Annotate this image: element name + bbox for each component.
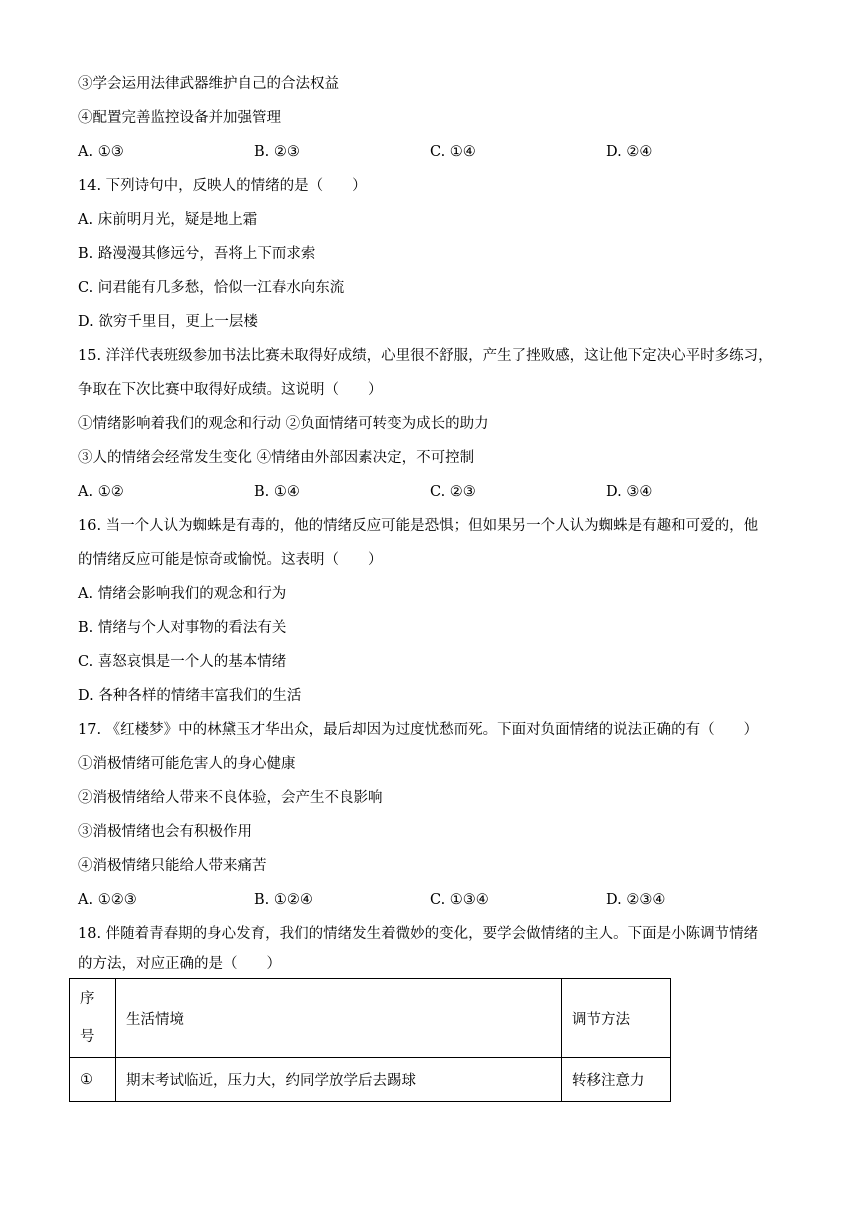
q13-option-b: B. ②③	[254, 144, 300, 160]
q15-option-b: B. ①④	[254, 484, 300, 500]
q15-option-d: D. ③④	[606, 484, 653, 500]
header-method: 调节方法	[562, 979, 671, 1058]
situation-table	[69, 978, 671, 1102]
header-index-line1: 序	[80, 991, 95, 1007]
row-method: 转移注意力	[562, 1058, 671, 1102]
q15-statements-1: ①情绪影响着我们的观念和行动 ②负面情绪可转变为成长的助力	[78, 416, 489, 432]
q16-option-d: D. 各种各样的情绪丰富我们的生活	[78, 688, 302, 704]
q17-options	[78, 890, 798, 910]
table-header-row	[70, 979, 671, 1058]
q13-options	[78, 142, 798, 162]
q15-option-a: A. ①②	[78, 484, 124, 500]
q14-option-a: A. 床前明月光，疑是地上霜	[78, 212, 258, 228]
q17-statement-2: ②消极情绪给人带来不良体验，会产生不良影响	[78, 790, 383, 806]
q17-statement-3: ③消极情绪也会有积极作用	[78, 824, 252, 840]
q18-question-line1: 18. 伴随着青春期的身心发育，我们的情绪发生着微妙的变化，要学会做情绪的主人。下面是小陈调节情绪	[78, 926, 759, 942]
row-index: ①	[70, 1058, 116, 1102]
q14-option-d: D. 欲穷千里目，更上一层楼	[78, 314, 258, 330]
q17-option-a: A. ①②③	[78, 892, 137, 908]
header-index-line2: 号	[80, 1029, 95, 1045]
q15-option-c: C. ②③	[430, 484, 476, 500]
table-row	[70, 1058, 671, 1102]
q17-option-d: D. ②③④	[606, 892, 666, 908]
header-situation: 生活情境	[116, 979, 562, 1058]
q14-option-b: B. 路漫漫其修远兮，吾将上下而求索	[78, 246, 316, 262]
q17-statement-1: ①消极情绪可能危害人的身心健康	[78, 756, 296, 772]
q16-question-line2: 的情绪反应可能是惊奇或愉悦。这表明（ ）	[78, 552, 383, 568]
q13-option-a: A. ①③	[78, 144, 124, 160]
q17-option-c: C. ①③④	[430, 892, 489, 908]
q16-question-line1: 16. 当一个人认为蜘蛛是有毒的，他的情绪反应可能是恐惧；但如果另一个人认为蜘蛛是有趣和可爱的，他	[78, 518, 759, 534]
q16-option-b: B. 情绪与个人对事物的看法有关	[78, 620, 287, 636]
statement-4: ④配置完善监控设备并加强管理	[78, 110, 281, 126]
q14-option-c: C. 问君能有几多愁，恰似一江春水向东流	[78, 280, 345, 296]
q13-option-c: C. ①④	[430, 144, 476, 160]
q15-question-line1: 15. 洋洋代表班级参加书法比赛未取得好成绩，心里很不舒服，产生了挫败感，这让他下定决心平时多练习，	[78, 348, 773, 364]
q13-option-d: D. ②④	[606, 144, 653, 160]
q15-question-line2: 争取在下次比赛中取得好成绩。这说明（ ）	[78, 382, 383, 398]
q17-question: 17. 《红楼梦》中的林黛玉才华出众，最后却因为过度忧愁而死。下面对负面情绪的说法正确的有（ ）	[78, 722, 759, 738]
q14-question: 14. 下列诗句中，反映人的情绪的是（ ）	[78, 178, 367, 194]
q16-option-a: A. 情绪会影响我们的观念和行为	[78, 586, 287, 602]
row-situation: 期末考试临近，压力大，约同学放学后去踢球	[116, 1058, 562, 1102]
q18-question-line2: 的方法，对应正确的是（ ）	[78, 956, 281, 972]
statement-3: ③学会运用法律武器维护自己的合法权益	[78, 76, 339, 92]
q16-option-c: C. 喜怒哀惧是一个人的基本情绪	[78, 654, 287, 670]
q17-option-b: B. ①②④	[254, 892, 313, 908]
q15-statements-2: ③人的情绪会经常发生变化 ④情绪由外部因素决定，不可控制	[78, 450, 475, 466]
header-index	[70, 979, 116, 1058]
q15-options	[78, 482, 798, 502]
q17-statement-4: ④消极情绪只能给人带来痛苦	[78, 858, 267, 874]
